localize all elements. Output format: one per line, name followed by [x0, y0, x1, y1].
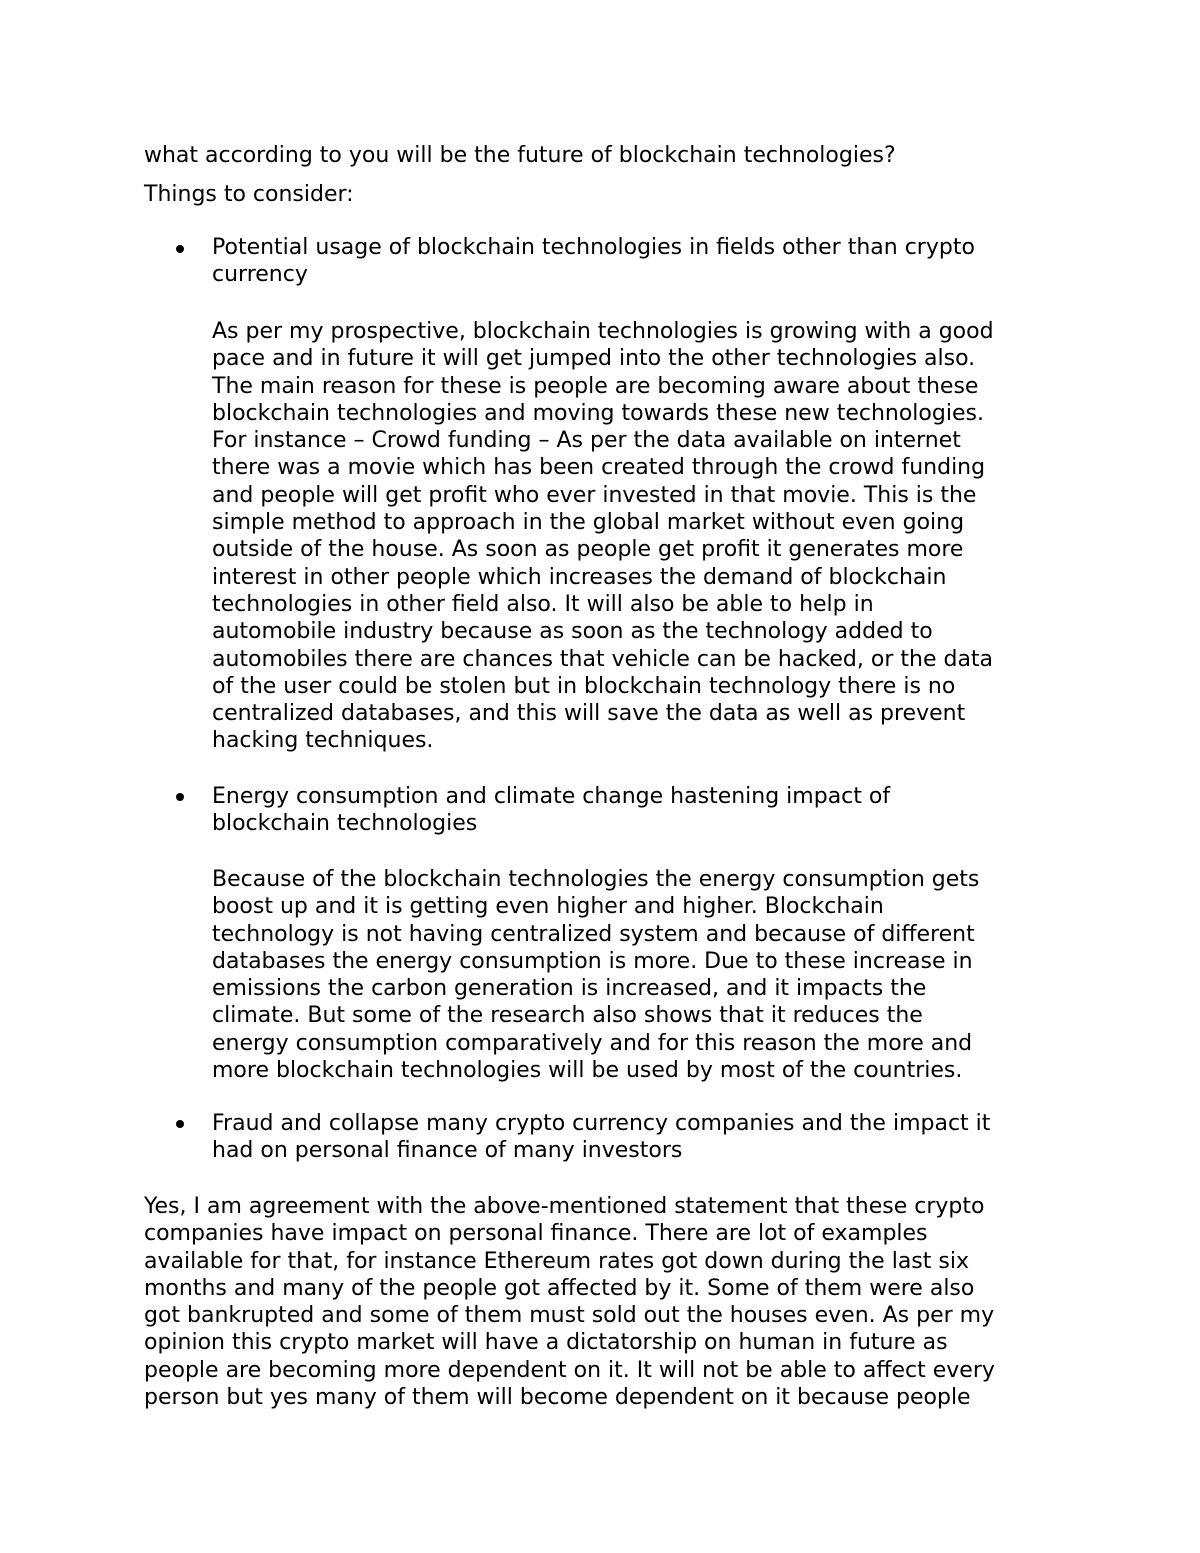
bullet-title: Potential usage of blockchain technologies in fields other than crypto currency — [212, 235, 975, 288]
bullet-dot-icon — [176, 793, 184, 801]
closing-paragraph: Yes, I am agreement with the above-mentioned statement that these crypto companies have impact on personal finance. There are lot of examples available for that, for instance Ethereum rates got down during the last six months and many of the people got affected by it. Some of them were also got bankrupted and some of them must sold out the houses even. As per my opinion this crypto market will have a dictatorship on human in future as people are becoming more dependent on it. It will not be able to affect every person but yes many of them will become dependent on it because people — [144, 1194, 995, 1411]
bullet-answer: As per my prospective, blockchain technologies is growing with a good pace and in future it will get jumped into the other technologies also. The main reason for these is people are becoming aware about these blockchain technologies and moving towards these new technologies. For instance – Crowd funding – As per the data available on internet there was a movie which has been created through the crowd funding and people will get profit who ever invested in that movie. This is the simple method to approach in the global market without even going outside of the house. As soon as people get profit it generates more interest in other people which increases the demand of blockchain technologies in other field also. It will also be able to help in automobile industry because as soon as the technology added to automobiles there are chances that vehicle can be hacked, or the data of the user could be stolen but in blockchain technology there is no centralized databases, and this will save the data as well as prevent hacking techniques. — [212, 319, 994, 754]
bullet-title: Fraud and collapse many crypto currency companies and the impact it had on personal finance of many investors — [212, 1111, 991, 1164]
bullet-title: Energy consumption and climate change hastening impact of blockchain technologies — [212, 784, 891, 837]
question-heading: what according to you will be the future of blockchain technologies? — [144, 143, 896, 168]
bullet-answer: Because of the blockchain technologies the energy consumption gets boost up and it is getting even higher and higher. Blockchain technology is not having centralized system and because of different databases the energy consumption is more. Due to these increase in emissions the carbon generation is increased, and it impacts the climate. But some of the research also shows that it reduces the energy consumption comparatively and for this reason the more and more blockchain technologies will be used by most of the countries. — [212, 867, 980, 1084]
things-to-consider-label: Things to consider: — [144, 182, 354, 207]
bullet-dot-icon — [176, 245, 184, 253]
bullet-dot-icon — [176, 1120, 184, 1128]
